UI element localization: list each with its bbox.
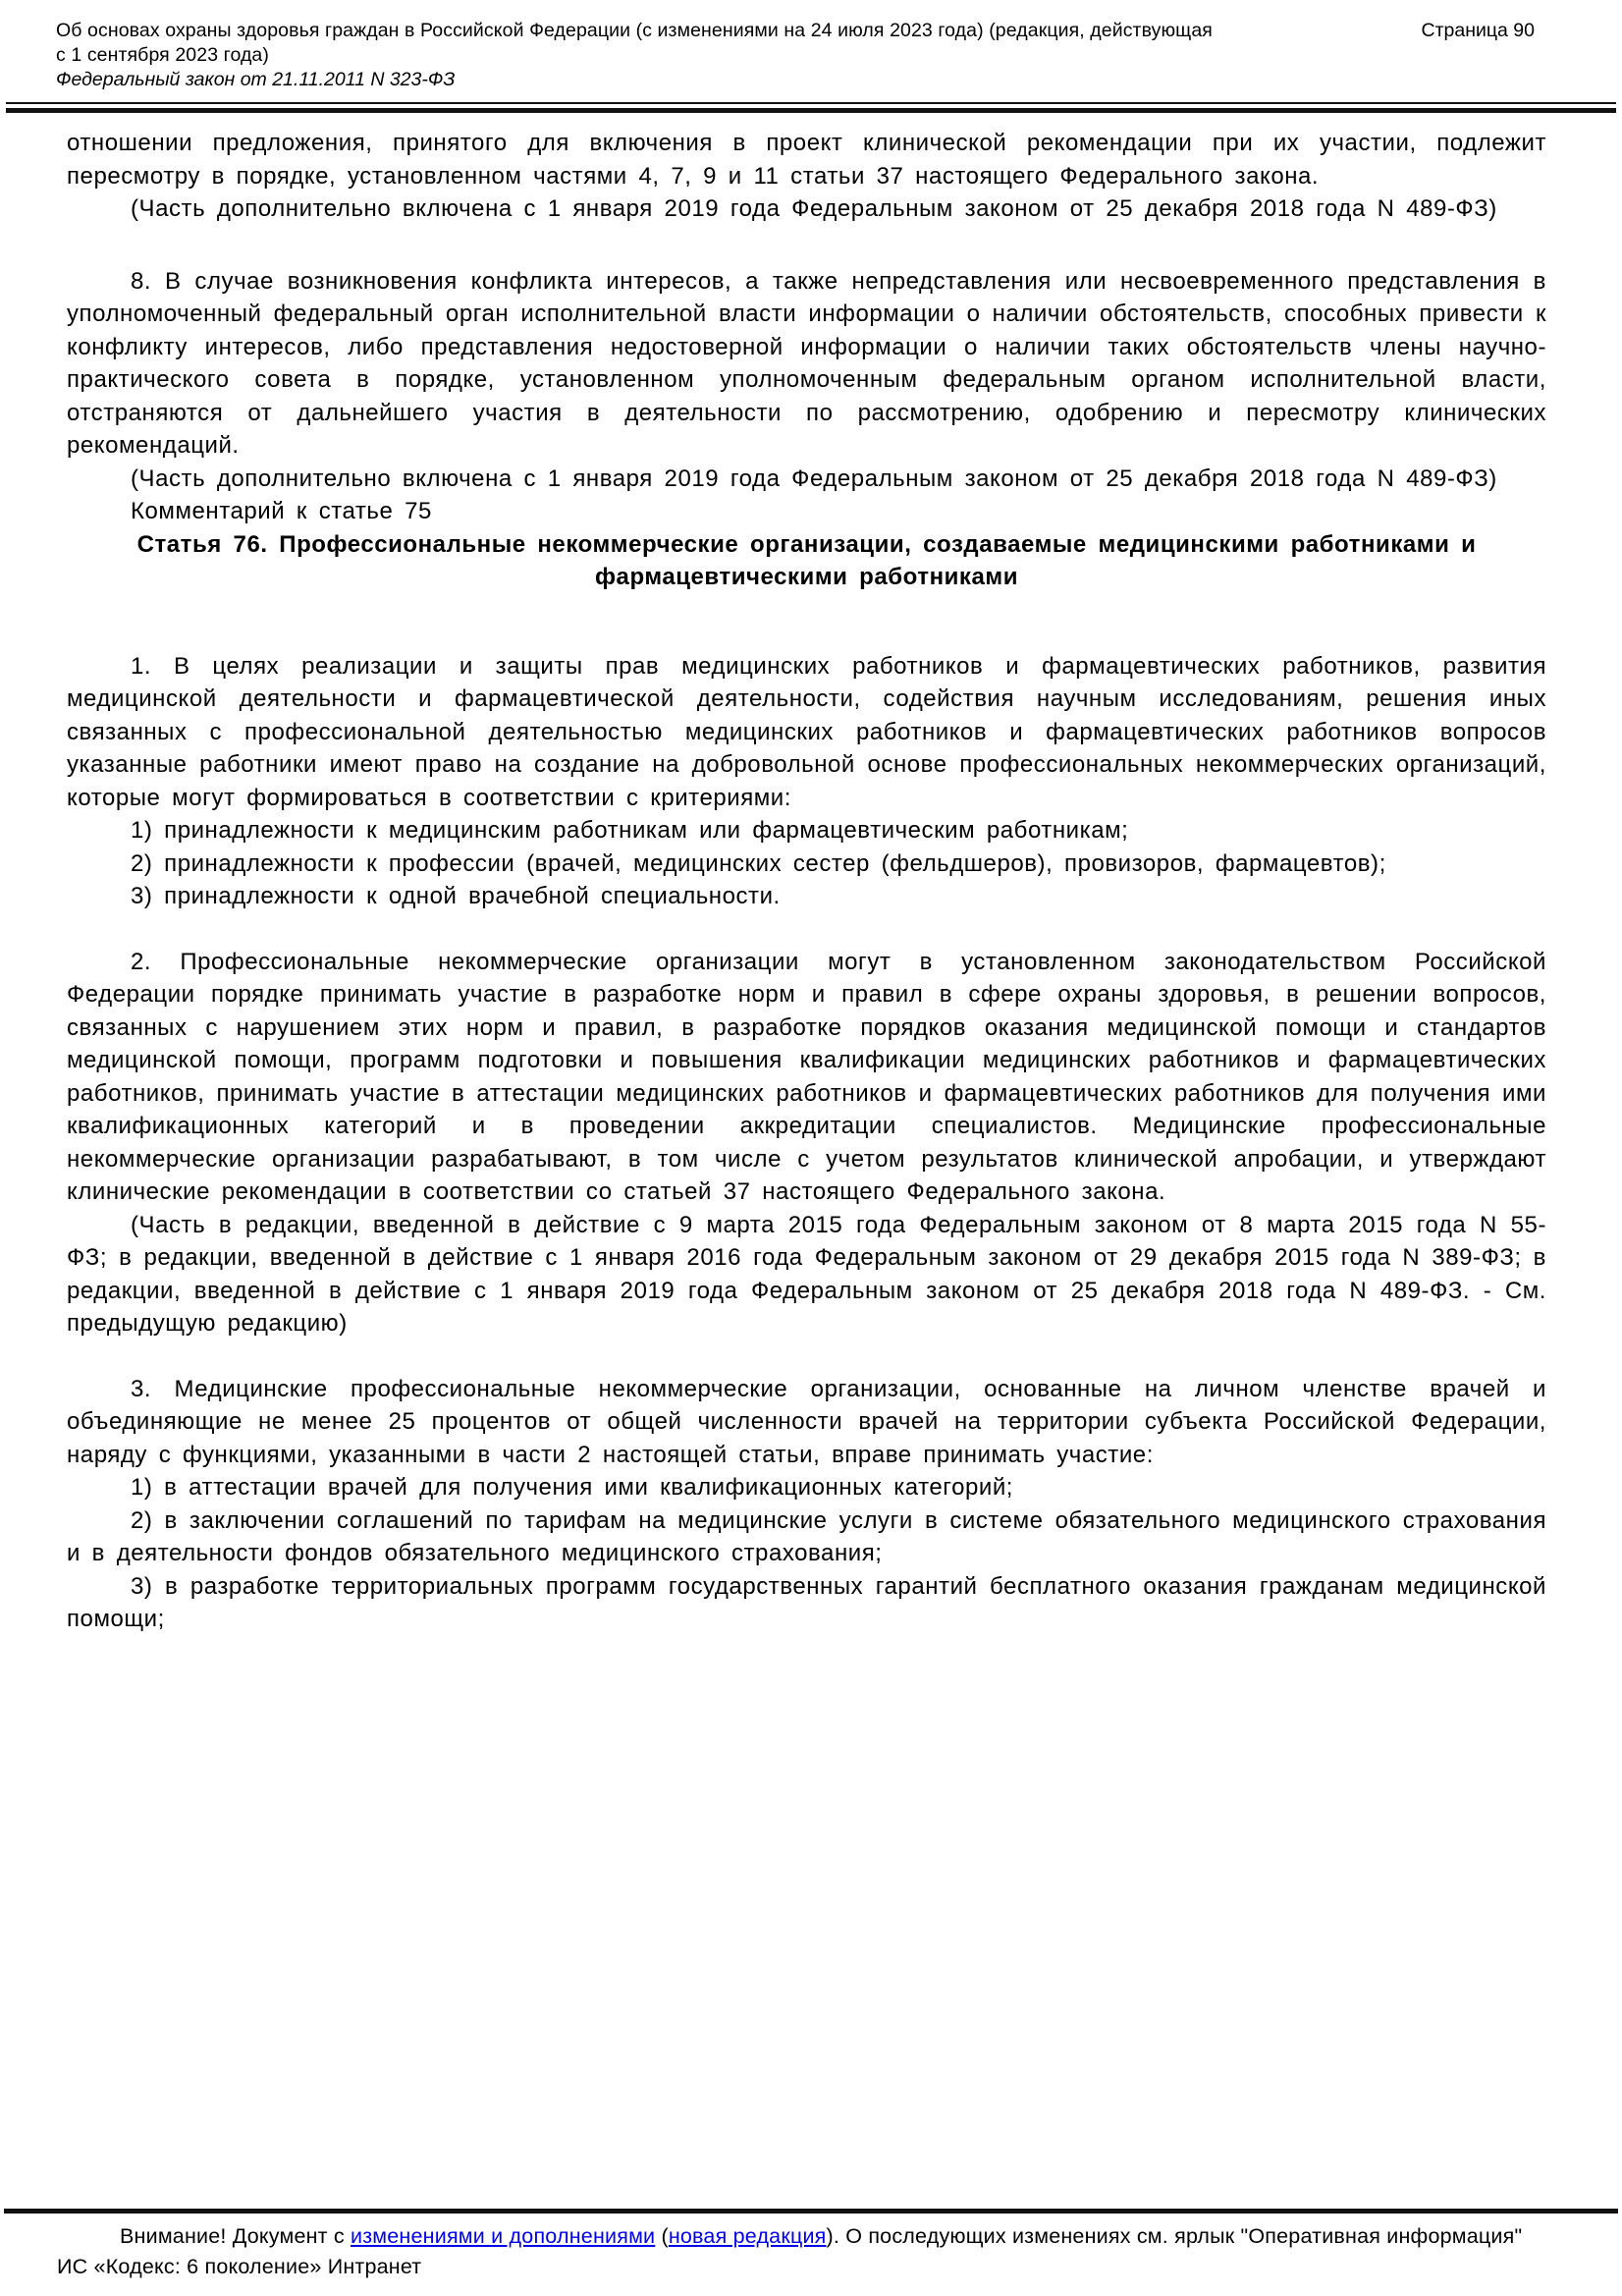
document-title-line-2: с 1 сентября 2023 года)	[56, 44, 269, 66]
document-body	[0, 113, 1622, 1636]
amendment-note: (Часть дополнительно включена с 1 января 2019 года Федеральным законом от 25 декабря 2018 года N 489-ФЗ)	[131, 195, 1497, 222]
new-edition-link[interactable]: новая редакция	[668, 2224, 827, 2248]
footer-source: ИС «Кодекс: 6 поколение» Интранет	[57, 2255, 422, 2278]
comment-reference: Комментарий к статье 75	[131, 498, 432, 524]
paragraph: отношении предложения, принятого для включения в проект клинической рекомендации при их участии, подлежит пересмотру в порядке, установленном частями 4, 7, 9 и 11 статьи 37 настоящего Федерального закона.	[67, 130, 1546, 190]
list-item: 1) в аттестации врачей для получения ими квалификационных категорий;	[131, 1474, 1014, 1501]
paragraph: 8. В случае возникновения конфликта интересов, а также непредставления или несвоевременного представления в уполномоченный федеральный орган исполнительной власти информации о наличии обстоятельств, способных привести к конфликту интересов, либо представления недостоверной информации о наличии таких обстоятельств члены научно-практического совета в порядке, установленном уполномоченным федеральным органом исполнительной власти, отстраняются от дальнейшего участия в деятельности по рассмотрению, одобрению и пересмотру клинических рекомендаций.	[67, 267, 1546, 459]
paragraph: 3. Медицинские профессиональные некоммерческие организации, основанные на личном членстве врачей и объединяющие не менее 25 процентов от общей численности врачей на территории субъекта Российской Федерации, наряду с функциями, указанными в части 2 настоящей статьи, вправе принимать участие:	[67, 1375, 1546, 1468]
document-header	[0, 0, 1622, 99]
document-footer	[0, 2209, 1622, 2282]
list-item: 1) принадлежности к медицинским работникам или фармацевтическим работникам;	[131, 817, 1129, 844]
footer-notice	[57, 2221, 1583, 2252]
document-title-line-1: Об основах охраны здоровья граждан в Российской Федерации (с изменениями на 24 июля 2023 года) (редакция, действующая	[56, 20, 1213, 41]
header-divider	[6, 102, 1616, 113]
list-item: 3) в разработке территориальных программ государственных гарантий бесплатного оказания гражданам медицинской помощи;	[67, 1572, 1546, 1632]
list-item: 3) принадлежности к одной врачебной специальности.	[131, 883, 781, 909]
amendment-note: (Часть в редакции, введенной в действие с 9 марта 2015 года Федеральным законом от 8 марта 2015 года N 55-ФЗ; в редакции, введенной в действие с 1 января 2016 года Федеральным законом от 29 декабря 2015 года N 389-ФЗ; в редакции, введенной в действие с 1 января 2019 года Федеральным законом от 25 декабря 2018 года N 489-ФЗ. - См. предыдущую редакцию)	[67, 1211, 1546, 1337]
paragraph: 2. Профессиональные некоммерческие организации могут в установленном законодательством Российской Федерации порядке принимать участие в разработке норм и правил в сфере охраны здоровья, в решении вопросов, связанных с нарушением этих норм и правил, в разработке порядков оказания медицинской помощи и стандартов медицинской помощи, программ подготовки и повышения квалификации медицинских работников и фармацевтических работников, принимать участие в аттестации медицинских работников и фармацевтических работников для получения ими квалификационных категорий и в проведении аккредитации специалистов. Медицинские профессиональные некоммерческие организации разрабатывают, в том числе с учетом результатов клинической апробации, и утверждают клинические рекомендации в соответствии со статьей 37 настоящего Федерального закона.	[67, 948, 1546, 1205]
amendments-link[interactable]: изменениями и дополнениями	[351, 2224, 656, 2248]
footer-notice-mid: (	[655, 2224, 669, 2248]
article-heading: Статья 76. Профессиональные некоммерческие организации, создаваемые медицинскими работниками и фармацевтическими работниками	[136, 530, 1477, 590]
page-number: Страница 90	[1421, 20, 1535, 41]
list-item: 2) в заключении соглашений по тарифам на медицинские услуги в системе обязательного медицинского страхования и в деятельности фондов обязательного медицинского страхования;	[67, 1506, 1546, 1566]
paragraph: 1. В целях реализации и защиты прав медицинских работников и фармацевтических работников, развития медицинской деятельности и фармацевтической деятельности, содействия научным исследованиям, решения иных связанных с профессиональной деятельностью медицинских работников и фармацевтических работников вопросов указанные работники имеют право на создание на добровольной основе профессиональных некоммерческих организаций, которые могут формироваться в соответствии с критериями:	[67, 652, 1546, 811]
footer-notice-suffix: ). О последующих изменениях см. ярлык "Оперативная информация"	[826, 2224, 1523, 2248]
law-reference-subtitle: Федеральный закон от 21.11.2011 N 323-ФЗ	[56, 69, 456, 90]
list-item: 2) принадлежности к профессии (врачей, медицинских сестер (фельдшеров), провизоров, фармацевтов);	[131, 849, 1386, 877]
amendment-note: (Часть дополнительно включена с 1 января 2019 года Федеральным законом от 25 декабря 2018 года N 489-ФЗ)	[131, 465, 1497, 492]
footer-notice-prefix: Внимание! Документ с	[120, 2224, 351, 2248]
